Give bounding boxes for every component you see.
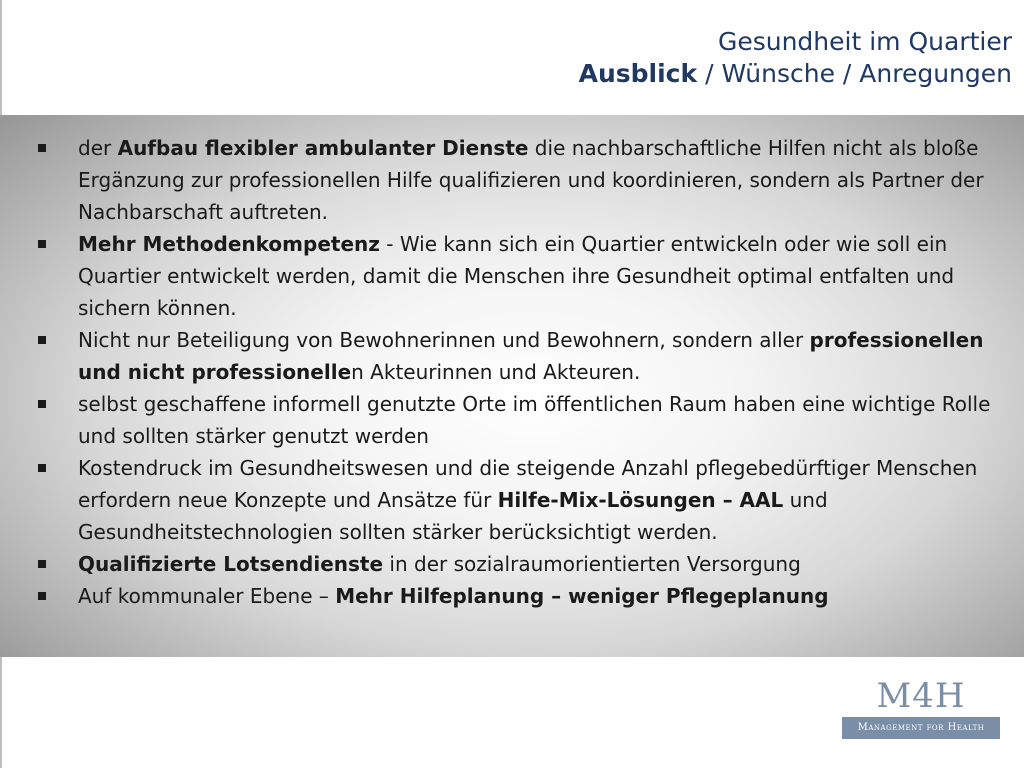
bullet-text: und Gesundheitstechnologien sollten stärker berücksichtigt werden. [78, 488, 828, 544]
list-item [38, 324, 998, 388]
list-item [38, 132, 998, 228]
bullet-list [38, 132, 998, 612]
list-item [38, 580, 998, 612]
square-bullet-icon [38, 336, 46, 344]
square-bullet-icon [38, 240, 46, 248]
bullet-bold-text: Mehr Hilfeplanung – weniger Pflegeplanung [335, 584, 829, 608]
list-item [38, 228, 998, 324]
bullet-text: Nicht nur Beteiligung von Bewohnerinnen und Bewohnern, sondern aller [78, 328, 810, 352]
slide-title [579, 26, 1012, 90]
square-bullet-icon [38, 144, 46, 152]
bullet-bold-text: Aufbau flexibler ambulanter Dienste [117, 136, 529, 160]
square-bullet-icon [38, 464, 46, 472]
content-panel [0, 115, 1024, 657]
company-logo [842, 677, 1000, 741]
bullet-text: - Wie kann sich ein Quartier entwickeln oder wie soll ein Quartier entwickelt werden, damit die Menschen ihre Gesundheit optimal entfalten und sichern können. [78, 232, 955, 320]
square-bullet-icon [38, 560, 46, 568]
bullet-text: die nachbarschaftliche Hilfen nicht als bloße Ergänzung zur professionellen Hilfe qualifizieren und koordinieren, sondern als Partner der Nachbarschaft auftreten. [78, 136, 984, 224]
bullet-bold-text: Mehr Methodenkompetenz [78, 232, 380, 256]
bullet-text: Auf kommunaler Ebene – [78, 584, 336, 608]
slide-header [0, 0, 1024, 115]
title-rest: / Wünsche / Anregungen [697, 59, 1012, 88]
title-line-1: Gesundheit im Quartier [717, 27, 1012, 56]
title-bold-word: Ausblick [578, 59, 698, 88]
bullet-text: der [78, 136, 118, 160]
bullet-bold-text: professionellen und nicht professionelle [78, 328, 984, 384]
list-item [38, 388, 998, 452]
title-line-2 [579, 58, 1012, 90]
logo-subtitle: Management for Health [857, 722, 985, 733]
list-item [38, 548, 998, 580]
bullet-bold-text: Qualifizierte Lotsendienste [78, 552, 384, 576]
list-item [38, 452, 998, 548]
bullet-text: n Akteurinnen und Akteuren. [351, 360, 641, 384]
square-bullet-icon [38, 400, 46, 408]
bullet-text: selbst geschaffene informell genutzte Orte im öffentlichen Raum haben eine wichtige Rolle und sollten stärker genutzt werden [78, 392, 991, 448]
logo-mark: M4H [876, 676, 966, 716]
square-bullet-icon [38, 592, 46, 600]
bullet-text: in der sozialraumorientierten Versorgung [383, 552, 801, 576]
bullet-bold-text: Hilfe-Mix-Lösungen – AAL [497, 488, 784, 512]
bullet-text: Kostendruck im Gesundheitswesen und die steigende Anzahl pflegebedürftiger Menschen erfordern neue Konzepte und Ansätze für [78, 456, 978, 512]
